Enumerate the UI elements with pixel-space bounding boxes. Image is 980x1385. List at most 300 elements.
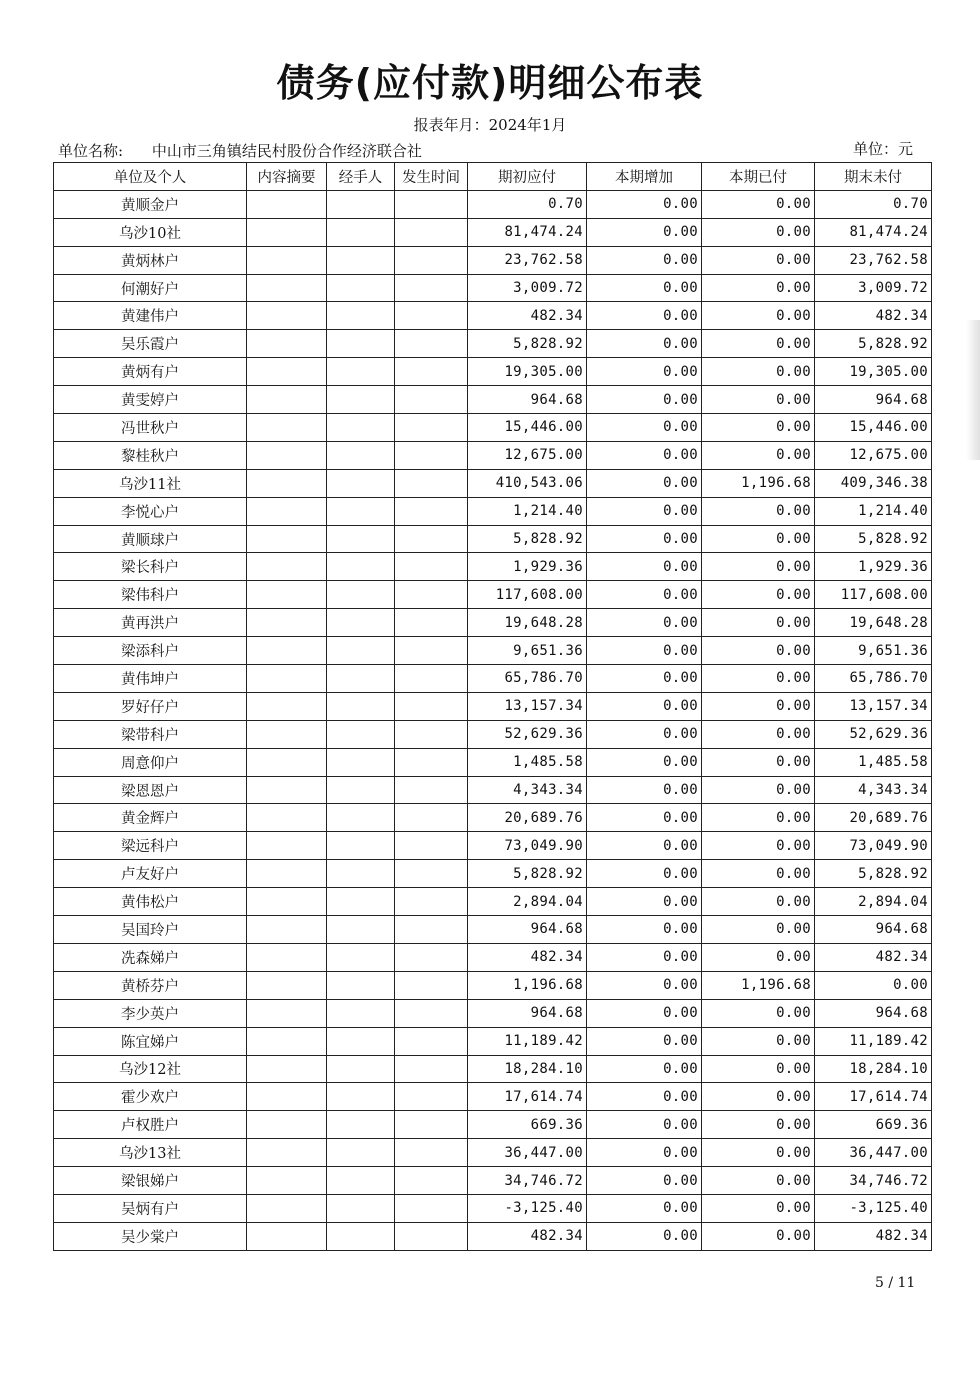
col-header-opening: 期初应付	[468, 163, 587, 191]
cell-closing: 482.34	[815, 302, 932, 330]
cell-date	[395, 553, 468, 581]
table-row	[54, 302, 932, 330]
cell-handler	[327, 358, 395, 386]
cell-party: 黄伟松户	[54, 888, 247, 916]
cell-party: 梁伟科户	[54, 581, 247, 609]
cell-paid: 0.00	[702, 776, 815, 804]
cell-opening: 19,648.28	[468, 609, 587, 637]
cell-opening: 3,009.72	[468, 274, 587, 302]
cell-date	[395, 497, 468, 525]
cell-opening: 11,189.42	[468, 1027, 587, 1055]
cell-increase: 0.00	[587, 330, 702, 358]
cell-handler	[327, 999, 395, 1027]
cell-date	[395, 637, 468, 665]
cell-increase: 0.00	[587, 999, 702, 1027]
cell-paid: 0.00	[702, 692, 815, 720]
table-row	[54, 609, 932, 637]
cell-handler	[327, 218, 395, 246]
cell-opening: 5,828.92	[468, 525, 587, 553]
cell-party: 黄金辉户	[54, 804, 247, 832]
cell-handler	[327, 804, 395, 832]
cell-opening: 15,446.00	[468, 414, 587, 442]
cell-handler	[327, 274, 395, 302]
cell-party: 黄炳有户	[54, 358, 247, 386]
cell-paid: 0.00	[702, 358, 815, 386]
table-row	[54, 916, 932, 944]
cell-paid: 0.00	[702, 916, 815, 944]
cell-opening: 117,608.00	[468, 581, 587, 609]
cell-date	[395, 414, 468, 442]
cell-party: 乌沙12社	[54, 1055, 247, 1083]
cell-opening: 964.68	[468, 386, 587, 414]
cell-party: 吴炳有户	[54, 1194, 247, 1222]
table-row	[54, 776, 932, 804]
cell-summary	[247, 804, 327, 832]
cell-increase: 0.00	[587, 1055, 702, 1083]
cell-closing: 11,189.42	[815, 1027, 932, 1055]
cell-summary	[247, 1194, 327, 1222]
cell-opening: 1,196.68	[468, 971, 587, 999]
table-row	[54, 190, 932, 218]
cell-paid: 0.00	[702, 748, 815, 776]
table-row	[54, 441, 932, 469]
cell-increase: 0.00	[587, 1111, 702, 1139]
cell-summary	[247, 469, 327, 497]
cell-handler	[327, 386, 395, 414]
cell-date	[395, 1083, 468, 1111]
table-row	[54, 943, 932, 971]
cell-increase: 0.00	[587, 720, 702, 748]
cell-date	[395, 748, 468, 776]
cell-date	[395, 274, 468, 302]
table-row	[54, 414, 932, 442]
cell-party: 黄伟坤户	[54, 665, 247, 693]
cell-date	[395, 1055, 468, 1083]
cell-paid: 0.00	[702, 1083, 815, 1111]
cell-summary	[247, 943, 327, 971]
cell-opening: 482.34	[468, 1222, 587, 1250]
cell-increase: 0.00	[587, 1222, 702, 1250]
cell-opening: -3,125.40	[468, 1194, 587, 1222]
cell-closing: 1,485.58	[815, 748, 932, 776]
cell-summary	[247, 1027, 327, 1055]
cell-date	[395, 246, 468, 274]
table-row	[54, 246, 932, 274]
cell-summary	[247, 441, 327, 469]
cell-paid: 0.00	[702, 441, 815, 469]
cell-closing: 3,009.72	[815, 274, 932, 302]
cell-closing: 0.00	[815, 971, 932, 999]
cell-opening: 964.68	[468, 916, 587, 944]
col-header-summary: 内容摘要	[247, 163, 327, 191]
page-number: 5 / 11	[875, 1275, 916, 1291]
cell-party: 李少英户	[54, 999, 247, 1027]
cell-paid: 0.00	[702, 888, 815, 916]
cell-handler	[327, 720, 395, 748]
cell-handler	[327, 1083, 395, 1111]
cell-closing: 81,474.24	[815, 218, 932, 246]
cell-date	[395, 971, 468, 999]
cell-closing: 17,614.74	[815, 1083, 932, 1111]
table-row	[54, 1083, 932, 1111]
cell-paid: 0.00	[702, 414, 815, 442]
cell-summary	[247, 1083, 327, 1111]
cell-party: 罗好仔户	[54, 692, 247, 720]
cell-increase: 0.00	[587, 274, 702, 302]
cell-date	[395, 358, 468, 386]
cell-opening: 482.34	[468, 302, 587, 330]
cell-handler	[327, 246, 395, 274]
cell-closing: 13,157.34	[815, 692, 932, 720]
cell-summary	[247, 1222, 327, 1250]
cell-increase: 0.00	[587, 553, 702, 581]
cell-handler	[327, 1194, 395, 1222]
cell-increase: 0.00	[587, 776, 702, 804]
cell-summary	[247, 1139, 327, 1167]
cell-increase: 0.00	[587, 246, 702, 274]
table-row	[54, 1194, 932, 1222]
cell-party: 冯世秋户	[54, 414, 247, 442]
cell-handler	[327, 971, 395, 999]
cell-opening: 17,614.74	[468, 1083, 587, 1111]
cell-opening: 81,474.24	[468, 218, 587, 246]
cell-summary	[247, 1055, 327, 1083]
cell-summary	[247, 358, 327, 386]
cell-party: 黎桂秋户	[54, 441, 247, 469]
cell-opening: 9,651.36	[468, 637, 587, 665]
cell-increase: 0.00	[587, 888, 702, 916]
cell-paid: 0.00	[702, 497, 815, 525]
cell-opening: 964.68	[468, 999, 587, 1027]
cell-handler	[327, 609, 395, 637]
cell-closing: 12,675.00	[815, 441, 932, 469]
col-header-party: 单位及个人	[54, 163, 247, 191]
table-row	[54, 804, 932, 832]
cell-closing: 669.36	[815, 1111, 932, 1139]
cell-date	[395, 609, 468, 637]
cell-summary	[247, 190, 327, 218]
cell-increase: 0.00	[587, 609, 702, 637]
cell-summary	[247, 497, 327, 525]
cell-party: 冼森娣户	[54, 943, 247, 971]
cell-summary	[247, 274, 327, 302]
cell-date	[395, 943, 468, 971]
report-period: 报表年月：2024年1月	[413, 116, 567, 134]
cell-party: 黄建伟户	[54, 302, 247, 330]
cell-date	[395, 218, 468, 246]
cell-date	[395, 999, 468, 1027]
cell-party: 周意仰户	[54, 748, 247, 776]
cell-handler	[327, 1111, 395, 1139]
cell-increase: 0.00	[587, 943, 702, 971]
cell-increase: 0.00	[587, 469, 702, 497]
cell-party: 卢友好户	[54, 860, 247, 888]
table-row	[54, 386, 932, 414]
cell-handler	[327, 1167, 395, 1195]
cell-increase: 0.00	[587, 358, 702, 386]
cell-closing: 964.68	[815, 999, 932, 1027]
cell-increase: 0.00	[587, 665, 702, 693]
cell-paid: 0.00	[702, 553, 815, 581]
cell-paid: 0.00	[702, 246, 815, 274]
cell-summary	[247, 525, 327, 553]
cell-increase: 0.00	[587, 218, 702, 246]
cell-party: 吴少棠户	[54, 1222, 247, 1250]
cell-opening: 12,675.00	[468, 441, 587, 469]
cell-summary	[247, 999, 327, 1027]
cell-summary	[247, 330, 327, 358]
cell-summary	[247, 553, 327, 581]
cell-increase: 0.00	[587, 637, 702, 665]
cell-paid: 0.00	[702, 218, 815, 246]
cell-date	[395, 916, 468, 944]
cell-handler	[327, 330, 395, 358]
cell-handler	[327, 581, 395, 609]
cell-handler	[327, 1027, 395, 1055]
col-header-paid: 本期已付	[702, 163, 815, 191]
table-row	[54, 637, 932, 665]
cell-summary	[247, 832, 327, 860]
cell-opening: 18,284.10	[468, 1055, 587, 1083]
cell-party: 梁添科户	[54, 637, 247, 665]
cell-paid: 0.00	[702, 330, 815, 358]
cell-paid: 0.00	[702, 665, 815, 693]
table-row	[54, 218, 932, 246]
table-row	[54, 720, 932, 748]
cell-paid: 1,196.68	[702, 469, 815, 497]
cell-party: 乌沙10社	[54, 218, 247, 246]
cell-party: 吴国玲户	[54, 916, 247, 944]
table-row	[54, 1027, 932, 1055]
cell-party: 梁带科户	[54, 720, 247, 748]
cell-party: 梁长科户	[54, 553, 247, 581]
cell-handler	[327, 665, 395, 693]
cell-party: 霍少欢户	[54, 1083, 247, 1111]
cell-date	[395, 190, 468, 218]
cell-handler	[327, 888, 395, 916]
cell-closing: 964.68	[815, 916, 932, 944]
cell-date	[395, 692, 468, 720]
cell-opening: 36,447.00	[468, 1139, 587, 1167]
cell-increase: 0.00	[587, 1167, 702, 1195]
cell-handler	[327, 637, 395, 665]
cell-party: 黄顺金户	[54, 190, 247, 218]
cell-handler	[327, 1222, 395, 1250]
cell-party: 吴乐霞户	[54, 330, 247, 358]
cell-increase: 0.00	[587, 860, 702, 888]
cell-handler	[327, 832, 395, 860]
cell-opening: 5,828.92	[468, 330, 587, 358]
cell-summary	[247, 916, 327, 944]
cell-opening: 2,894.04	[468, 888, 587, 916]
cell-handler	[327, 553, 395, 581]
organization-name: 中山市三角镇结民村股份合作经济联合社	[151, 142, 422, 160]
cell-party: 梁远科户	[54, 832, 247, 860]
cell-closing: 19,305.00	[815, 358, 932, 386]
table-row	[54, 1167, 932, 1195]
cell-summary	[247, 888, 327, 916]
cell-opening: 1,485.58	[468, 748, 587, 776]
cell-closing: 15,446.00	[815, 414, 932, 442]
cell-opening: 19,305.00	[468, 358, 587, 386]
cell-summary	[247, 581, 327, 609]
cell-summary	[247, 414, 327, 442]
table-row	[54, 274, 932, 302]
cell-closing: 964.68	[815, 386, 932, 414]
cell-increase: 0.00	[587, 804, 702, 832]
cell-handler	[327, 943, 395, 971]
cell-closing: 482.34	[815, 943, 932, 971]
cell-increase: 0.00	[587, 1194, 702, 1222]
cell-date	[395, 888, 468, 916]
cell-handler	[327, 776, 395, 804]
cell-summary	[247, 637, 327, 665]
cell-increase: 0.00	[587, 302, 702, 330]
cell-paid: 0.00	[702, 581, 815, 609]
cell-paid: 0.00	[702, 860, 815, 888]
cell-opening: 23,762.58	[468, 246, 587, 274]
table-row	[54, 888, 932, 916]
cell-paid: 0.00	[702, 1027, 815, 1055]
table-row	[54, 692, 932, 720]
cell-opening: 34,746.72	[468, 1167, 587, 1195]
cell-opening: 410,543.06	[468, 469, 587, 497]
cell-summary	[247, 860, 327, 888]
cell-increase: 0.00	[587, 748, 702, 776]
cell-closing: 73,049.90	[815, 832, 932, 860]
cell-handler	[327, 748, 395, 776]
cell-closing: 1,214.40	[815, 497, 932, 525]
ledger-table	[53, 162, 932, 1251]
cell-summary	[247, 665, 327, 693]
cell-summary	[247, 302, 327, 330]
table-header-row	[54, 163, 932, 191]
cell-paid: 0.00	[702, 274, 815, 302]
cell-opening: 65,786.70	[468, 665, 587, 693]
cell-increase: 0.00	[587, 692, 702, 720]
cell-increase: 0.00	[587, 525, 702, 553]
cell-paid: 0.00	[702, 302, 815, 330]
table-row	[54, 1222, 932, 1250]
cell-summary	[247, 1111, 327, 1139]
cell-date	[395, 525, 468, 553]
cell-handler	[327, 1055, 395, 1083]
cell-closing: 65,786.70	[815, 665, 932, 693]
cell-handler	[327, 190, 395, 218]
table-row	[54, 553, 932, 581]
table-row	[54, 999, 932, 1027]
cell-paid: 1,196.68	[702, 971, 815, 999]
cell-summary	[247, 1167, 327, 1195]
cell-handler	[327, 414, 395, 442]
organization-line	[58, 140, 422, 161]
col-header-increase: 本期增加	[587, 163, 702, 191]
cell-date	[395, 1194, 468, 1222]
cell-summary	[247, 971, 327, 999]
col-header-closing: 期末未付	[815, 163, 932, 191]
cell-opening: 13,157.34	[468, 692, 587, 720]
cell-summary	[247, 748, 327, 776]
table-row	[54, 1139, 932, 1167]
cell-opening: 20,689.76	[468, 804, 587, 832]
cell-increase: 0.00	[587, 581, 702, 609]
cell-date	[395, 469, 468, 497]
cell-increase: 0.00	[587, 1027, 702, 1055]
cell-paid: 0.00	[702, 1222, 815, 1250]
table-row	[54, 748, 932, 776]
cell-closing: 18,284.10	[815, 1055, 932, 1083]
cell-closing: 482.34	[815, 1222, 932, 1250]
cell-party: 黄再洪户	[54, 609, 247, 637]
cell-party: 黄桥芬户	[54, 971, 247, 999]
cell-date	[395, 776, 468, 804]
cell-paid: 0.00	[702, 1167, 815, 1195]
cell-summary	[247, 246, 327, 274]
table-row	[54, 832, 932, 860]
page-title: 债务(应付款)明细公布表	[276, 61, 704, 105]
cell-increase: 0.00	[587, 386, 702, 414]
cell-paid: 0.00	[702, 609, 815, 637]
cell-summary	[247, 776, 327, 804]
cell-handler	[327, 441, 395, 469]
cell-paid: 0.00	[702, 1055, 815, 1083]
cell-date	[395, 441, 468, 469]
table-row	[54, 330, 932, 358]
cell-increase: 0.00	[587, 1083, 702, 1111]
cell-summary	[247, 692, 327, 720]
cell-opening: 1,929.36	[468, 553, 587, 581]
cell-opening: 0.70	[468, 190, 587, 218]
table-row	[54, 497, 932, 525]
cell-paid: 0.00	[702, 190, 815, 218]
cell-date	[395, 1139, 468, 1167]
cell-closing: 2,894.04	[815, 888, 932, 916]
cell-opening: 5,828.92	[468, 860, 587, 888]
cell-party: 陈宜娣户	[54, 1027, 247, 1055]
cell-summary	[247, 609, 327, 637]
cell-date	[395, 330, 468, 358]
cell-party: 梁恩恩户	[54, 776, 247, 804]
cell-handler	[327, 916, 395, 944]
cell-increase: 0.00	[587, 414, 702, 442]
cell-closing: 19,648.28	[815, 609, 932, 637]
cell-party: 何潮好户	[54, 274, 247, 302]
table-row	[54, 1055, 932, 1083]
cell-handler	[327, 469, 395, 497]
cell-party: 黄雯婷户	[54, 386, 247, 414]
cell-paid: 0.00	[702, 1194, 815, 1222]
cell-closing: 117,608.00	[815, 581, 932, 609]
cell-closing: 20,689.76	[815, 804, 932, 832]
cell-closing: 36,447.00	[815, 1139, 932, 1167]
table-row	[54, 860, 932, 888]
cell-closing: 52,629.36	[815, 720, 932, 748]
cell-paid: 0.00	[702, 720, 815, 748]
cell-party: 黄炳林户	[54, 246, 247, 274]
cell-paid: 0.00	[702, 637, 815, 665]
cell-increase: 0.00	[587, 190, 702, 218]
cell-summary	[247, 720, 327, 748]
cell-closing: 0.70	[815, 190, 932, 218]
cell-handler	[327, 860, 395, 888]
cell-closing: 34,746.72	[815, 1167, 932, 1195]
currency-unit: 单位：元	[853, 140, 914, 158]
cell-party: 黄顺球户	[54, 525, 247, 553]
cell-date	[395, 804, 468, 832]
cell-opening: 482.34	[468, 943, 587, 971]
table-row	[54, 665, 932, 693]
scan-edge-shadow	[966, 320, 980, 460]
